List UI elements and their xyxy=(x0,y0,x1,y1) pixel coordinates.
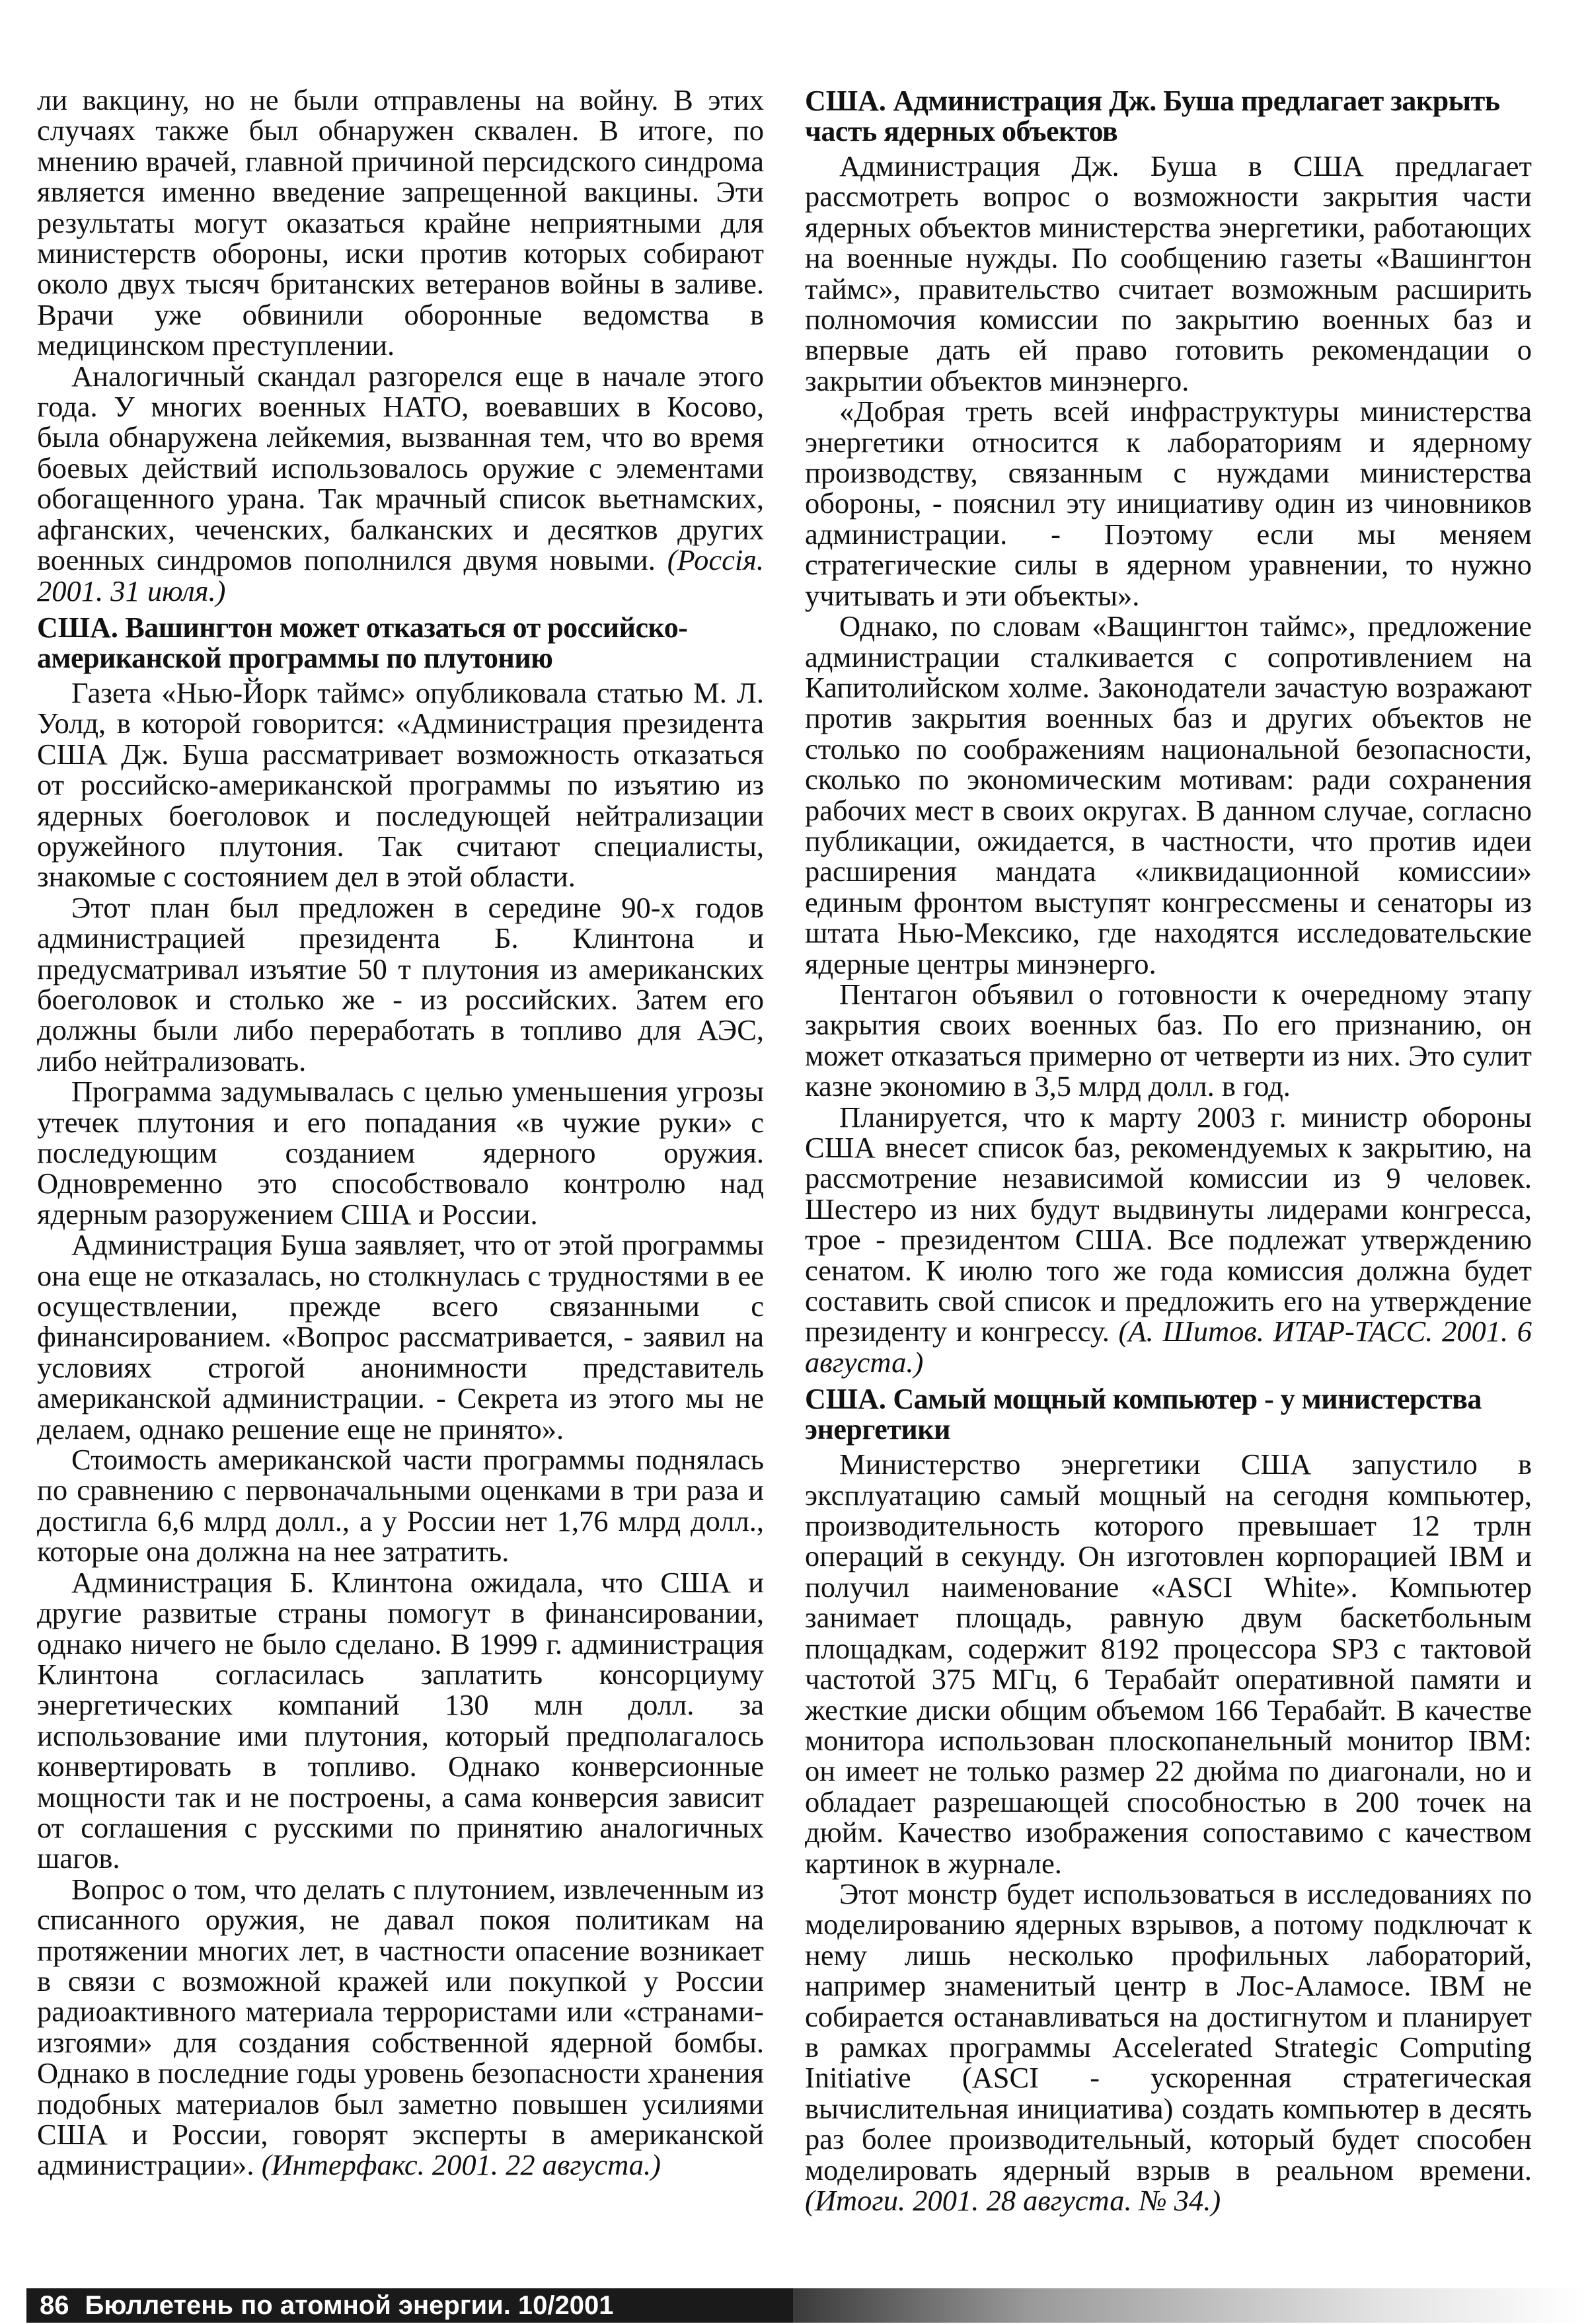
paragraph-text: Аналогичный скандал разгорелся еще в начале этого года. У многих военных НАТО, воевавших в Косово, была обнаружена лейкемия, вызванная тем, что во время боевых действий использовалось оружие с элементами обогащенного урана. Так мрачный список вьетнамских, афганских, чеченских, балканских и десятков других военных синдромов пополнился двумя новыми. xyxy=(37,359,764,577)
heading-country: США. xyxy=(805,1383,886,1416)
article-heading xyxy=(805,1384,1532,1445)
paragraph: Газета «Нью-Йорк таймс» опубликовала статью М. Л. Уолд, в которой говорится: «Администрация президента США Дж. Буша рассматривает возможность отказаться от российско-американской программы по изъятию из ядерных боеголовок и последующей нейтрализации оружейного плутония. Так считают специалисты, знакомые с состоянием дел в этой области. xyxy=(37,676,764,894)
citation: (Россія. 2001. 31 июля.) xyxy=(37,543,765,607)
citation: (Интерфакс. 2001. 22 августа.) xyxy=(261,2148,661,2182)
paragraph: Администрация Б. Клинтона ожидала, что США и другие развитые страны помогут в финансировании, однако ничего не было сделано. В 1999 г. администрация Клинтона согласилась заплатить консорциуму энергетических компаний 130 млн долл. за использование ими плутония, который предполагалось конвертировать в топливо. Однако конверсионные мощности так и не построены, а сама конверсия зависит от соглашения с русскими по принятию аналогичных шагов. xyxy=(37,1565,764,1875)
paragraph: Этот план был предложен в середине 90-х годов администрацией президента Б. Клинтона и предусматривал изъятие 50 т плутония из американских боеголовок и столько же - из российских. Затем его должны были либо переработать в топливо для АЭС, либо нейтрализовать. xyxy=(37,890,764,1077)
paragraph xyxy=(37,361,764,606)
right-column xyxy=(805,85,1532,2216)
publication-title: Бюллетень по атомной энергии. 10/2001 xyxy=(85,2291,614,2320)
heading-title: Администрация Дж. Буша предлагает закрыть часть ядерных объектов xyxy=(805,85,1500,147)
footer-gradient-band xyxy=(793,2288,1586,2323)
paragraph xyxy=(37,1874,764,2181)
paragraph: Пентагон объявил о готовности к очередному этапу закрытия своих военных баз. По его признанию, он может отказаться примерно от четверти из них. Это сулит казне экономию в 3,5 млрд долл. в год. xyxy=(805,977,1532,1103)
heading-title: Самый мощный компьютер - у министерства энергетики xyxy=(805,1383,1482,1446)
paragraph xyxy=(805,1102,1532,1378)
paragraph: «Добрая треть всей инфраструктуры министерства энергетики относится к лабораториям и ядерному производству, связанным с нуждами министерства обороны, - пояснил эту инициативу один из чиновников администрации. - Поэтому если мы меняем стратегические силы в ядерном уравнении, то нужно учитывать и эти объекты». xyxy=(805,395,1532,612)
paragraph: Программа задумывалась с целью уменьшения угрозы утечек плутония и его попадания «в чужие руки» с последующим созданием ядерного оружия. Одновременно это способствовало контролю над ядерным разоружением США и России. xyxy=(37,1075,764,1231)
left-column xyxy=(37,85,764,2181)
paragraph: Однако, по словам «Ващингтон таймс», предложение администрации сталкивается с сопротивлением на Капитолийском холме. Законодатели зачастую возражают против закрытия военных баз и других объектов не столько по соображениям национальной безопасности, сколько по экономическим мотивам: ради сохранения рабочих мест в своих округах. В данном случае, согласно публикации, ожидается, в частности, что против идеи расширения мандата «ликвидационной комиссии» единым фронтом выступят конгрессмены и сенаторы из штата Нью-Мексико, где находятся исследовательские ядерные центры минэнерго. xyxy=(805,609,1532,980)
paragraph: Администрация Буша заявляет, что от этой программы она еще не отказалась, но столкнулась с трудностями в ее осуществлении, прежде всего связанными с финансированием. «Вопрос рассматривается, - заявил на условиях строгой анонимности представитель американской администрации. - Секрета из этого мы не делаем, однако решение еще не принято». xyxy=(37,1228,764,1446)
paragraph-text: Планируется, что к марту 2003 г. министр обороны США внесет список баз, рекомендуемых к закрытию, на рассмотрение независимой комиссии из 9 человек. Шестеро из них будут выдвинуты лидерами конгресса, трое - президентом США. Все подлежат утверждению сенатом. К июлю того же года комиссия должна будет составить свой список и предложить его на утверждение президенту и конгрессу. xyxy=(805,1100,1532,1348)
page-footer xyxy=(26,2288,793,2323)
page-number: 86 xyxy=(40,2291,69,2320)
paragraph-text: Вопрос о том, что делать с плутонием, извлеченным из списанного оружия, не давал покоя политикам на протяжении многих лет, в частности опасение возникает в связи с возможной кражей или покупкой у России радиоактивного материала террористами или «странами-изгоями» для создания собственной ядерной бомбы. Однако в последние годы уровень безопасности хранения подобных материалов был заметно повышен усилиями США и России, говорят эксперты в американской администрации». xyxy=(37,1872,764,2182)
citation: (Итоги. 2001. 28 августа. № 34.) xyxy=(805,2184,1221,2217)
citation: (А. Шитов. ИТАР-ТАСС. 2001. 6 августа.) xyxy=(805,1315,1532,1379)
paragraph xyxy=(805,1879,1532,2216)
article-heading xyxy=(37,613,764,674)
paragraph: Министерство энергетики США запустило в эксплуатацию самый мощный на сегодня компьютер, производительность которого превышает 12 трлн операций в секунду. Он изготовлен корпорацией IBM и получил наименование «ASCI White». Компьютер занимает площадь, равную двум баскетбольным площадкам, содержит 8192 процессора SP3 с тактовой частотой 375 МГц, 6 Терабайт оперативной памяти и жесткие диски общим объемом 166 Терабайт. В качестве монитора использован плоскопанельный монитор IBM: он имеет не только размер 22 дюйма по диагонали, но и обладает разрешающей способностью в 200 точек на дюйм. Качество изображения сопоставимо с качеством картинок в журнале. xyxy=(805,1448,1532,1880)
heading-country: США. xyxy=(805,85,886,117)
paragraph: Стоимость американской части программы поднялась по сравнению с первоначальными оценками в три раза и достигла 6,6 млрд долл., а у России нет 1,76 млрд долл., которые она должна на нее затратить. xyxy=(37,1443,764,1569)
paragraph-text: Этот монстр будет использоваться в исследованиях по моделированию ядерных взрывов, а потому подключат к нему лишь несколько профильных лабораторий, например знаменитый центр в Лос-Аламосе. IBM не собирается останавливаться на достигнутом и планирует в рамках программы Accelerated Strategic Computing Initiative (ASCI - ускоренная стратегическая вычислительная инициатива) создать компьютер в десять раз более производительный, который будет способен моделировать ядерный взрыв в реальном времени. xyxy=(805,1877,1532,2187)
paragraph: Администрация Дж. Буша в США предлагает рассмотреть вопрос о возможности закрытия части ядерных объектов министерства энергетики, работающих на военные нужды. По сообщению газеты «Вашингтон таймс», правительство считает возможным расширить полномочия комиссии по закрытию военных баз и впервые дать ей право готовить рекомендации о закрытии объектов минэнерго. xyxy=(805,149,1532,397)
heading-country: США. xyxy=(37,611,118,644)
article-heading xyxy=(805,86,1532,147)
paragraph: ли вакцину, но не были отправлены на войну. В этих случаях также был обнаружен сквален. В итоге, по мнению врачей, главной причиной персидского синдрома является именно введение запрещенной вакцины. Эти результаты могут оказаться крайне неприятными для министерств обороны, иски против которых собирают около двух тысяч британских ветеранов войны в заливе. Врачи уже обвинили оборонные ведомства в медицинском преступлении. xyxy=(37,83,764,362)
heading-title: Вашингтон может отказаться от российско-американской программы по плутонию xyxy=(37,611,688,674)
